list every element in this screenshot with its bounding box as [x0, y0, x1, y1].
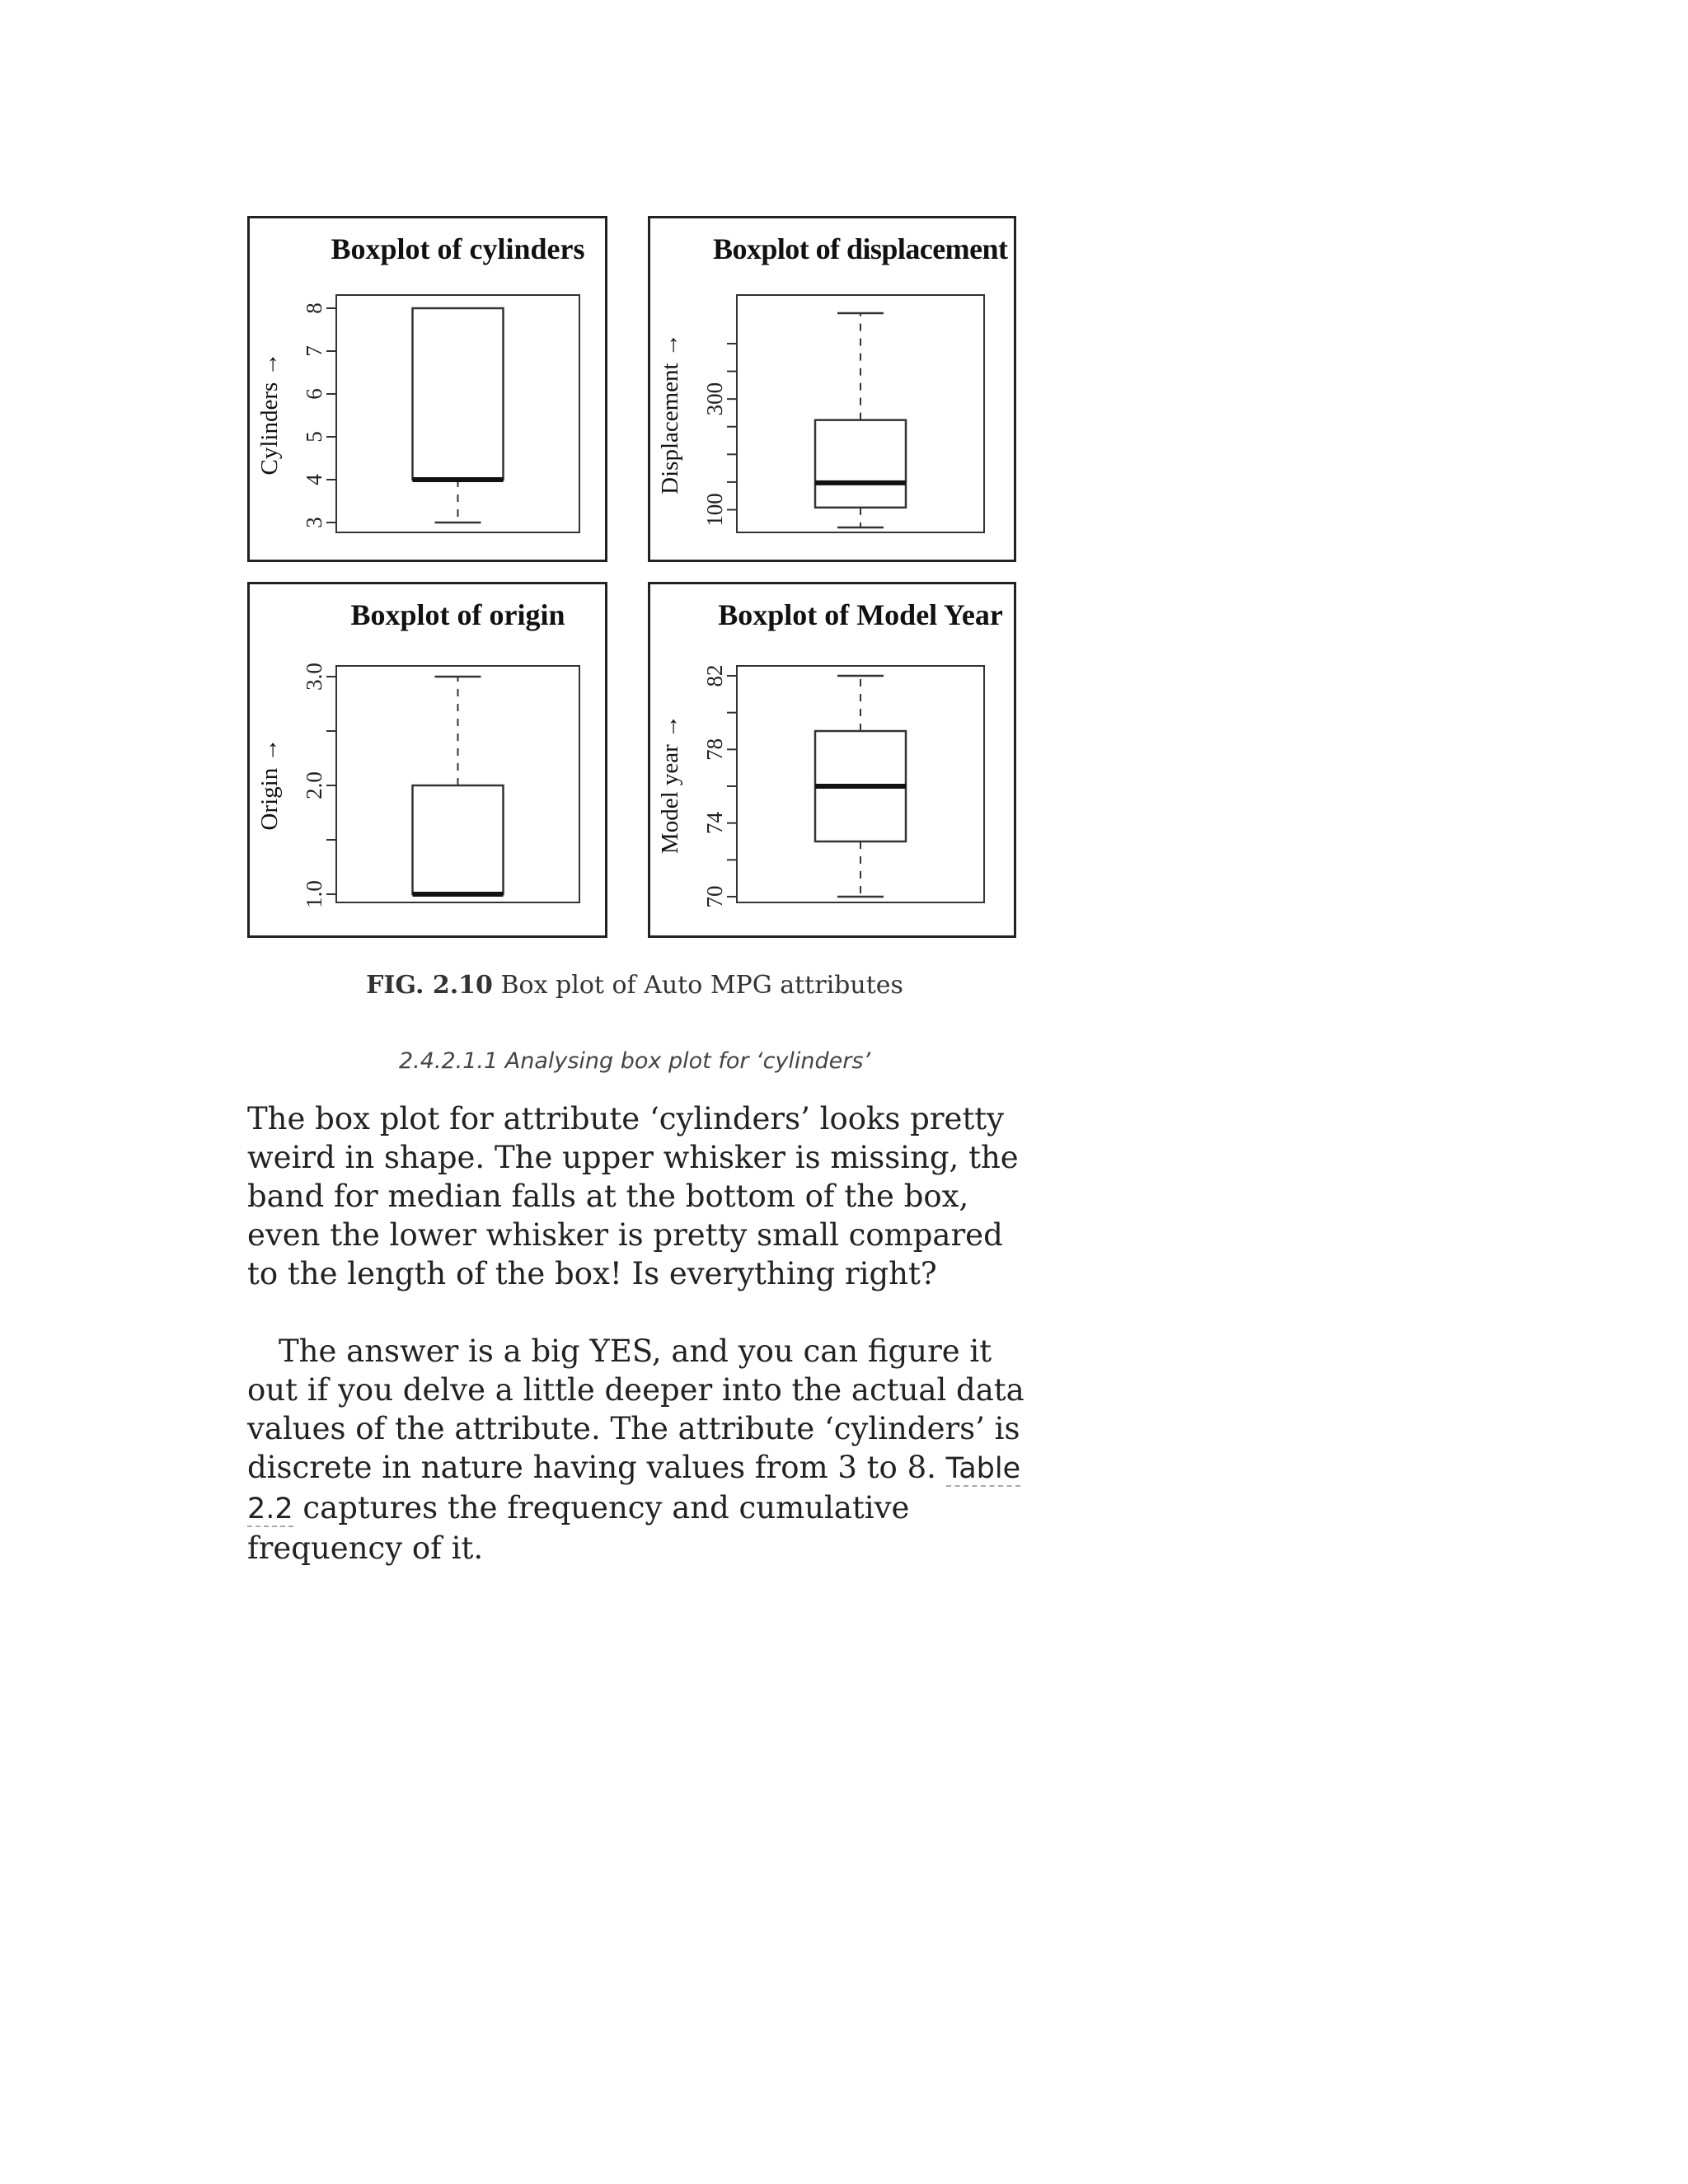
y-axis-label: Displacement → [657, 333, 683, 494]
y-tick-label: 4 [302, 474, 326, 485]
boxplot-cylinders [249, 218, 607, 561]
boxplot-displacement [649, 218, 1015, 561]
y-tick-label: 7 [302, 345, 326, 357]
box [413, 308, 504, 480]
paragraph-1: The box plot for attribute ‘cylinders’ looks pretty weird in shape. The upper whisker is missing, the band for median falls at the bottom of the box, even the lower whisker is pretty small compared to the length of the box! Is everything right? [247, 1101, 1019, 1291]
boxplot-origin [249, 583, 607, 937]
box [815, 420, 906, 508]
y-tick-label: 74 [702, 812, 727, 835]
y-tick-label: 300 [702, 382, 727, 416]
y-axis-label: Model year → [657, 714, 683, 855]
plot-title: Boxplot of Model Year [718, 598, 1003, 631]
y-tick-label: 2.0 [302, 771, 326, 799]
section-heading: 2.4.2.1.1 Analysing box plot for ‘cylinders’ [398, 1048, 871, 1074]
y-axis-label: Cylinders → [256, 352, 283, 476]
boxplot-model-year [649, 583, 1015, 937]
table-2-2-link[interactable]: Table 2.2 [247, 1452, 1021, 1526]
plot-title: Boxplot of displacement [713, 232, 1008, 265]
box [413, 785, 504, 894]
figure-caption [247, 971, 1022, 1000]
figure-caption-text: Box plot of Auto MPG attributes [492, 971, 903, 1000]
paragraph-2-text-after: captures the frequency and cumulative frequency of it. [247, 1490, 910, 1566]
y-tick-label: 5 [302, 431, 326, 443]
y-tick-label: 3 [302, 517, 326, 528]
plot-title: Boxplot of origin [350, 598, 565, 631]
paragraph-2 [247, 1332, 1030, 1568]
y-tick-label: 6 [302, 388, 326, 400]
paragraph-2-text-before: The answer is a big YES, and you can figure it out if you delve a little deeper into the actual data values of the attribute. The attribute ‘cylinders’ is discrete in nature having values from 3 to 8. [247, 1333, 1025, 1485]
y-tick-label: 1.0 [302, 880, 326, 908]
y-tick-label: 78 [702, 738, 727, 761]
figure-box-plots [247, 216, 1022, 958]
plot-title: Boxplot of cylinders [331, 232, 585, 265]
y-tick-label: 70 [702, 885, 727, 908]
y-tick-label: 100 [702, 493, 727, 527]
y-tick-label: 82 [702, 664, 727, 687]
figure-number: FIG. 2.10 [366, 971, 493, 1000]
y-tick-label: 3.0 [302, 663, 326, 691]
y-axis-label: Origin → [256, 738, 283, 831]
y-tick-label: 8 [302, 302, 326, 314]
